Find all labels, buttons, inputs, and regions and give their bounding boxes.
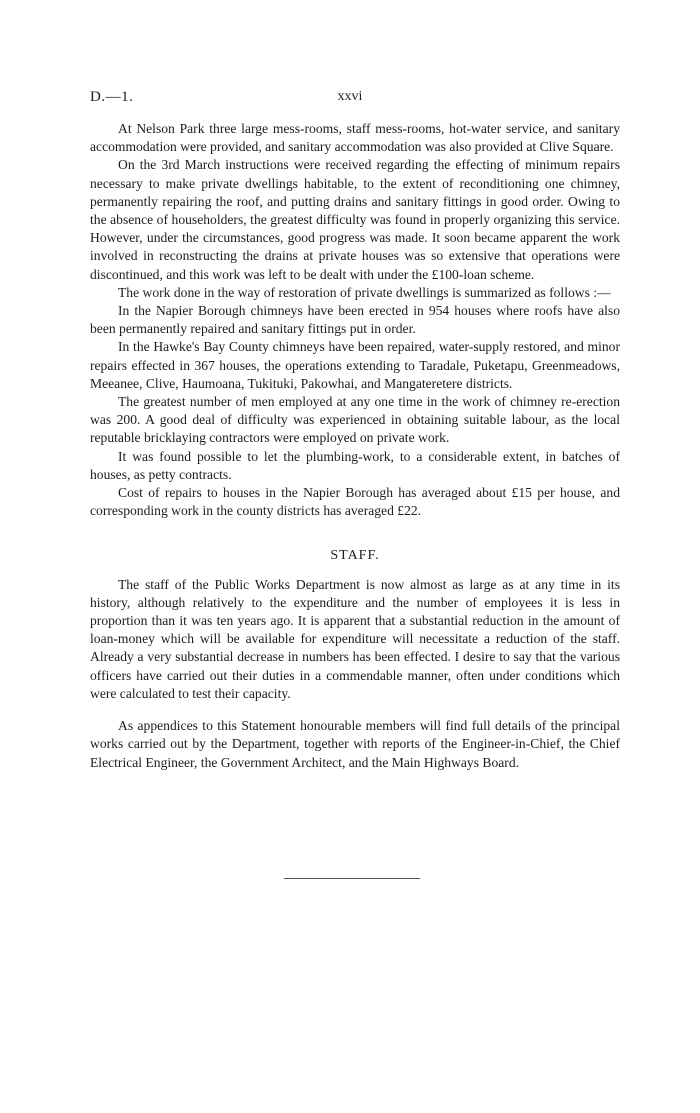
paragraph-napier-borough: In the Napier Borough chimneys have been erected in 954 houses where roofs have also been permanently repaired and sanitary fittings put in order. bbox=[90, 303, 620, 337]
paragraph-summary-intro: The work done in the way of restoration of private dwellings is summarized as follows :— bbox=[118, 284, 611, 300]
paragraph-cost-of-repairs: Cost of repairs to houses in the Napier Borough has averaged about £15 per house, and corresponding work in the county districts has averaged £22. bbox=[90, 485, 620, 519]
paragraph-plumbing-work: It was found possible to let the plumbing-work, to a considerable extent, in batches of houses, as petty contracts. bbox=[90, 448, 620, 482]
paragraph-hawkes-bay-county: In the Hawke's Bay County chimneys have been repaired, water-supply restored, and minor repairs effected in 367 houses, the operations extending to Taradale, Puketapu, Greenmeadows, Meeanee, Clive, Haumoana, Tukituki, Pakowhai, and Mangateretere districts. bbox=[90, 339, 620, 391]
document-reference: D.—1. bbox=[90, 89, 134, 105]
closing-rule bbox=[284, 878, 420, 879]
paragraph-men-employed: The greatest number of men employed at any one time in the work of chimney re-erection was 200. A good deal of difficulty was experienced in obtaining suitable labour, as the local reputable bricklaying contractors were employed on private work. bbox=[90, 394, 620, 446]
paragraph-nelson-park: At Nelson Park three large mess-rooms, staff mess-rooms, hot-water service, and sanitary accommodation were provided, and sanitary accommodation was also provided at Clive Square. bbox=[90, 121, 620, 155]
page-number: xxvi bbox=[337, 89, 363, 104]
paragraph-minimum-repairs: On the 3rd March instructions were received regarding the effecting of minimum repairs necessary to make private dwellings habitable, to the extent of reconditioning one chimney, permanently repairing the roof, and putting drains and sanitary fittings in good order. Owing to the absence of householders, the greatest difficulty was found in properly organizing this service. However, under the circumstances, good progress was made. It soon became apparent the work involved in reconstructing the drains at private houses was so extensive that operations were discontinued, and this work was left to be dealt with under the £100-loan scheme. bbox=[90, 157, 620, 282]
body-text bbox=[90, 120, 620, 772]
section-heading-staff: STAFF. bbox=[330, 548, 380, 564]
paragraph-staff: The staff of the Public Works Department is now almost as large as at any time in its history, although relatively to the expenditure and the number of employees it is less in proportion than it was ten years ago. It is apparent that a substantial reduction in the amount of loan-money which will be available for expenditure will necessitate a reduction of the staff. Already a very substantial decrease in numbers has been effected. I desire to say that the various officers have carried out their duties in a commendable manner, often under conditions which were calculated to test their capacity. bbox=[90, 576, 620, 701]
paragraph-appendices: As appendices to this Statement honourable members will find full details of the principal works carried out by the Department, together with reports of the Engineer-in-Chief, the Chief Electrical Engineer, the Government Architect, and the Main Highways Board. bbox=[90, 718, 620, 770]
